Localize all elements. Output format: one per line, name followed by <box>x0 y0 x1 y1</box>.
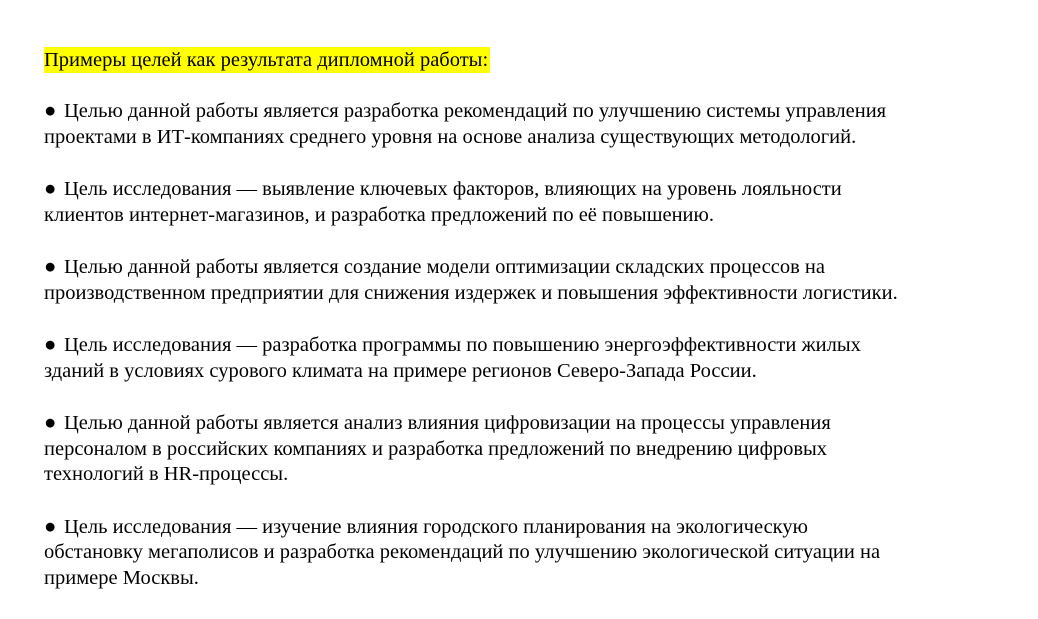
bullet-icon: ● <box>44 178 57 200</box>
goal-item-3 <box>44 255 1004 306</box>
bullet-icon: ● <box>44 412 57 434</box>
goal-item-1 <box>44 99 1004 150</box>
goal-6-line-2: обстановку мегаполисов и разработка рекомендаций по улучшению экологической ситуации на <box>44 541 881 563</box>
goal-2-line-1: ● Цель исследования — выявление ключевых факторов, влияющих на уровень лояльности <box>44 177 1004 203</box>
bullet-icon: ● <box>44 100 57 122</box>
goal-3-line-1: ● Целью данной работы является создание модели оптимизации складских процессов на <box>44 255 1004 281</box>
goal-5-line-3: технологий в HR-процессы. <box>44 463 289 485</box>
document-body <box>44 47 1004 591</box>
goal-6-line-1: ● Цель исследования — изучение влияния городского планирования на экологическую <box>44 515 1004 541</box>
bullet-icon: ● <box>44 334 57 356</box>
goal-1-line-1: ● Целью данной работы является разработка рекомендаций по улучшению системы управления <box>44 99 1004 125</box>
goal-3-line-2: производственном предприятии для снижения издержек и повышения эффективности логистики. <box>44 281 898 304</box>
goal-item-2 <box>44 177 1004 228</box>
goal-1-line-2: проектами в ИТ-компаниях среднего уровня на основе анализа существующих методологий. <box>44 125 857 148</box>
goal-5-line-1: ● Целью данной работы является анализ влияния цифровизации на процессы управления <box>44 411 1004 437</box>
goal-4-line-1: ● Цель исследования — разработка программы по повышению энергоэффективности жилых <box>44 333 1004 359</box>
goals-list <box>44 99 1004 591</box>
goal-item-6 <box>44 515 1004 592</box>
goal-4-line-2: зданий в условиях сурового климата на примере регионов Северо-Запада России. <box>44 359 757 382</box>
goal-item-5 <box>44 411 1004 488</box>
goal-item-4 <box>44 333 1004 384</box>
bullet-icon: ● <box>44 515 57 538</box>
goal-5-line-2: персоналом в российских компаниях и разработка предложений по внедрению цифровых <box>44 437 828 460</box>
goal-6-line-3: примере Москвы. <box>44 566 199 589</box>
bullet-icon: ● <box>44 256 57 278</box>
goal-2-line-2: клиентов интернет-магазинов, и разработка предложений по её повышению. <box>44 203 714 226</box>
highlighted-heading: Примеры целей как результата дипломной работы: <box>44 49 489 71</box>
